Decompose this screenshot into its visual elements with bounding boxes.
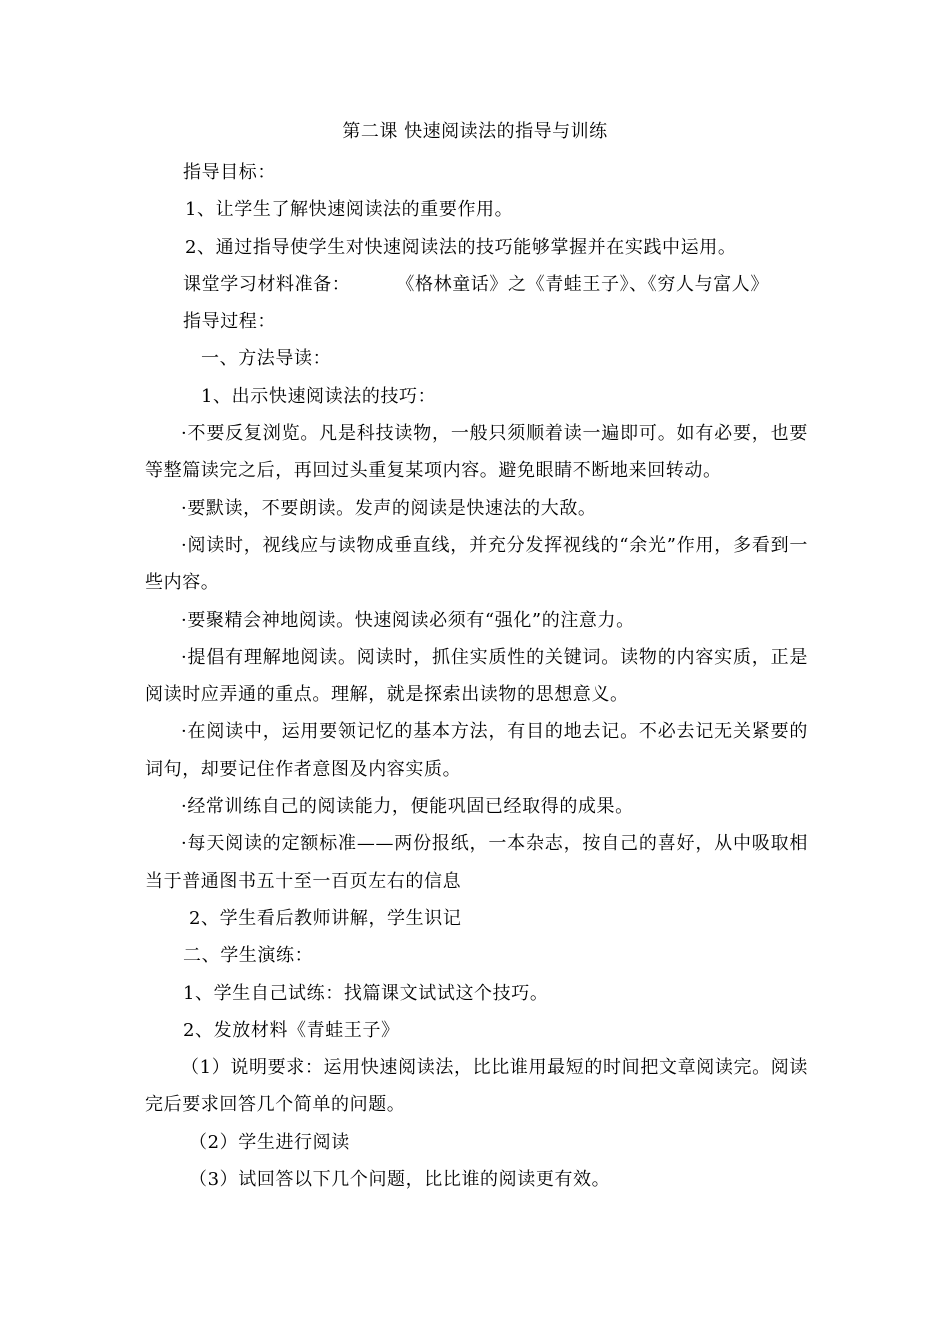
materials-value: 《格林童话》之《青蛙王子》、《穷人与富人》 [396,273,770,295]
lesson-body [145,154,808,1198]
section-item: 2、学生看后教师讲解，学生识记 [189,907,462,929]
tip-paragraph: ·每天阅读的定额标准——两份报纸，一本杂志，按自己的喜好，从中吸取相当于普通图书五十至一百页左右的信息 [145,833,808,892]
section-heading: 一、方法导读： [201,348,332,370]
tip-paragraph: ·经常训练自己的阅读能力，便能巩固已经取得的成果。 [181,796,634,818]
lesson-title: 第二课 快速阅读法的指导与训练 [342,121,608,142]
tip-paragraph: ·提倡有理解地阅读。阅读时，抓住实质性的关键词。读物的内容实质，正是阅读时应弄通的重点。理解，就是探索出读物的思想意义。 [145,646,808,706]
section-heading: 二、学生演练： [183,945,314,967]
tip-paragraph: ·要聚精会神地阅读。快速阅读必须有“强化”的注意力。 [181,609,635,631]
section-item: 1、学生自己试练：找篇课文试试这个技巧。 [183,982,549,1004]
goals-heading: 指导目标： [183,162,276,183]
tip-paragraph: ·阅读时，视线应与读物成垂直线，并充分发挥视线的“余光”作用，多看到一些内容。 [145,534,808,594]
step-item: （2）学生进行阅读 [189,1131,350,1153]
section-item: 1、出示快速阅读法的技巧： [201,385,437,407]
goal-item: 1、让学生了解快速阅读法的重要作用。 [185,199,514,221]
tip-paragraph: ·不要反复浏览。凡是科技读物，一般只须顺着读一遍即可。如有必要，也要等整篇读完之后，再回过头重复某项内容。避免眼睛不断地来回转动。 [145,423,808,482]
goal-item: 2、通过指导使学生对快速阅读法的技巧能够掌握并在实践中运用。 [185,236,737,258]
section-item: 2、发放材料《青蛙王子》 [183,1019,400,1041]
tip-paragraph: ·要默读，不要朗读。发声的阅读是快速法的大敌。 [181,497,597,519]
step-item: （3）试回答以下几个问题，比比谁的阅读更有效。 [189,1169,611,1191]
materials-line [145,266,808,303]
materials-label: 课堂学习材料准备： [183,273,351,295]
tip-paragraph: ·在阅读中，运用要领记忆的基本方法，有目的地去记。不必去记无关紧要的词句，却要记住作者意图及内容实质。 [145,721,808,780]
process-heading: 指导过程： [183,311,276,333]
step-paragraph: （1）说明要求：运用快速阅读法，比比谁用最短的时间把文章阅读完。阅读完后要求回答几个简单的问题。 [145,1057,808,1116]
